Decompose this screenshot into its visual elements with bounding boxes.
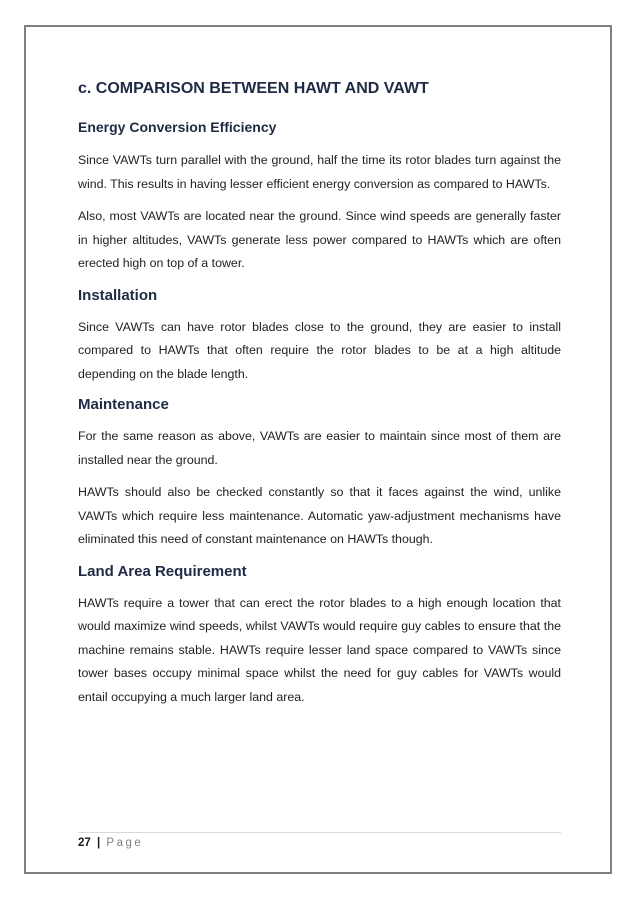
paragraph: Also, most VAWTs are located near the ground. Since wind speeds are generally faster in higher altitudes, VAWTs generate less power compared to HAWTs which are often erected high on top of a tower. — [78, 209, 561, 270]
section-heading-maintenance: Maintenance — [78, 396, 169, 413]
paragraph: HAWTs should also be checked constantly so that it faces against the wind, unlike VAWTs which require less maintenance. Automatic yaw-adjustment mechanisms have eliminated this need of constant maintenance on HAWTs though. — [78, 485, 561, 546]
footer-divider — [78, 832, 561, 833]
paragraph: Since VAWTs can have rotor blades close to the ground, they are easier to install compared to HAWTs that often require the rotor blades to be at a high altitude depending on the blade length. — [78, 319, 561, 381]
page-footer — [78, 835, 143, 851]
section-heading-energy-conversion: Energy Conversion Efficiency — [78, 119, 277, 135]
paragraph: For the same reason as above, VAWTs are easier to maintain since most of them are installed near the ground. — [78, 429, 561, 467]
page-title: c. COMPARISON BETWEEN HAWT AND VAWT — [78, 80, 429, 97]
section-heading-land-area: Land Area Requirement — [78, 562, 247, 580]
paragraph: HAWTs require a tower that can erect the rotor blades to a high enough location that would maximize wind speeds, whilst VAWTs would require guy cables to ensure that the machine remains stable. HAWTs require lesser land space compared to VAWTs since tower bases occupy minimal space whilst the need for guy cables for VAWTs would entail occupying a much larger land area. — [78, 595, 561, 704]
footer-separator: | — [97, 837, 101, 849]
page-number: 27 — [78, 837, 91, 849]
paragraph: Since VAWTs turn parallel with the ground, half the time its rotor blades turn against the wind. This results in having lesser efficient energy conversion as compared to HAWTs. — [78, 153, 561, 191]
page-label: Page — [106, 837, 144, 849]
section-heading-installation: Installation — [78, 286, 158, 304]
page-content — [78, 78, 561, 709]
